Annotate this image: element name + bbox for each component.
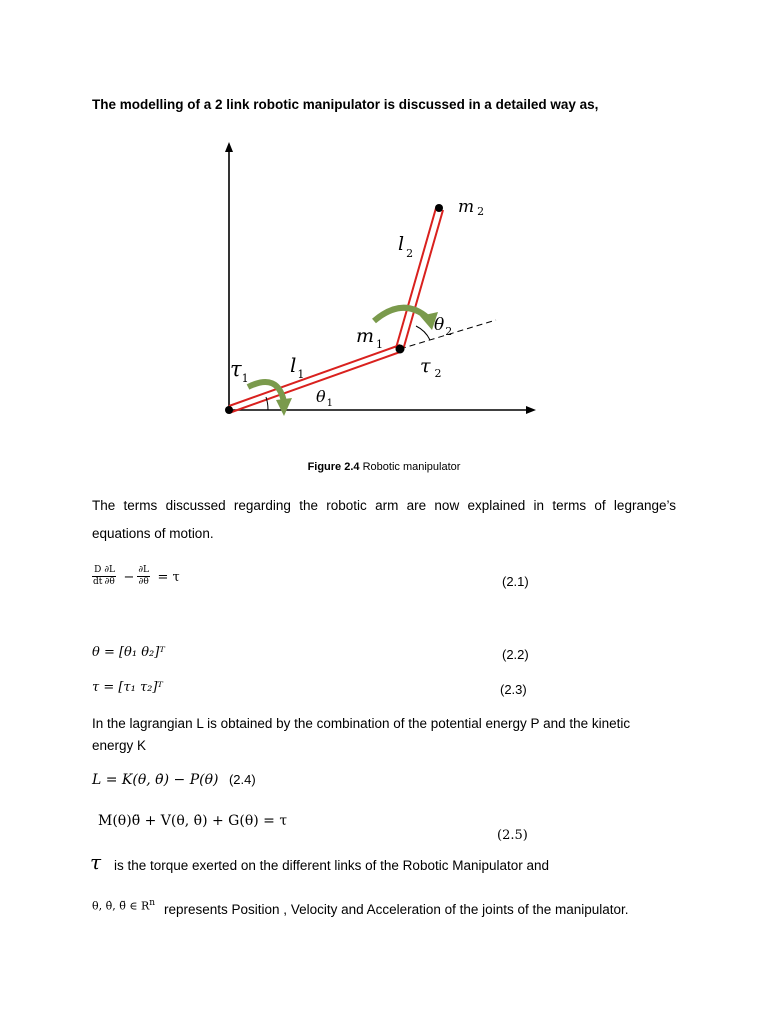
label-tau1: $\tau_1$ — [230, 357, 249, 385]
eq4-number: (2.4) — [228, 772, 256, 787]
tau-symbol: τ — [90, 850, 102, 874]
base-joint — [225, 406, 233, 414]
pos-symbols-text: θ, θ̇, θ̈ ∈ R — [92, 899, 150, 913]
label-m1: m $_1$ — [356, 325, 384, 351]
eq1-d-frac: $\frac{D}{dt}$ — [93, 565, 103, 587]
label-l2: l $_2$ — [398, 233, 414, 260]
tau-description: is the torque exerted on the different links of the Robotic Manipulator and — [114, 858, 550, 873]
figure-caption — [0, 461, 768, 473]
robot-arm-figure — [218, 140, 540, 432]
eq2-number: (2.2) — [502, 647, 529, 662]
eq1-dl-frac: $\frac{\partial L}{\partial\theta}$ — [104, 565, 116, 587]
equation-2-3: τ = [τ₁ τ₂]ᵀ — [92, 680, 163, 695]
label-theta2: $\theta_2$ — [434, 315, 453, 338]
link1-top — [229, 345, 400, 406]
pos-symbols-sup: n — [149, 898, 156, 908]
eq1-minus: − — [123, 569, 135, 585]
equation-2-1 — [92, 565, 180, 588]
caption-bold: Figure 2.4 — [307, 461, 360, 473]
eq5-number: (2.5) — [497, 828, 528, 843]
y-axis-arrow — [225, 142, 233, 152]
lagrangian-line-1: In the lagrangian L is obtained by the combination of the potential energy P and the kinetic — [92, 716, 631, 731]
eq1-number: (2.1) — [502, 574, 529, 589]
equation-2-4 — [92, 771, 256, 789]
label-l1: $l_1$ — [290, 353, 305, 381]
equation-2-2: θ = [θ₁ θ₂]ᵀ — [92, 645, 165, 660]
eq1-dl2-frac: $\frac{\partial L}{\partial\theta}$ — [138, 565, 150, 587]
heading-text: The modelling of a 2 link robotic manipulator is discussed in a detailed way as, — [92, 97, 599, 112]
label-theta1: $\theta_1$ — [316, 387, 334, 409]
lagrangian-line-2: energy K — [92, 738, 147, 753]
position-symbols — [92, 898, 155, 913]
theta2-arc — [416, 326, 430, 340]
equation-2-5: M(θ)θ̈ + V(θ, θ̇) + G(θ) = τ — [98, 813, 288, 829]
position-description: represents Position , Velocity and Acceleration of the joints of the manipulator. — [164, 902, 629, 917]
label-m2: m 2 — [458, 197, 485, 218]
tau2-arrow — [374, 308, 428, 321]
label-tau2: τ $_2$ — [420, 355, 442, 380]
tau1-arrowhead — [276, 398, 292, 416]
caption-text: Robotic manipulator — [359, 461, 461, 473]
end-effector — [435, 204, 443, 212]
robot-arm-diagram — [218, 140, 540, 432]
eq1-rhs: = τ — [157, 569, 180, 585]
x-axis-arrow — [526, 406, 536, 414]
eq3-number: (2.3) — [500, 682, 527, 697]
intro-paragraph: The terms discussed regarding the robotic arm are now explained in terms of legrange’s equations of motion. — [92, 498, 676, 541]
elbow-joint — [396, 345, 405, 354]
eq4-text: L = K(θ, θ̇) − P(θ) — [92, 772, 219, 788]
